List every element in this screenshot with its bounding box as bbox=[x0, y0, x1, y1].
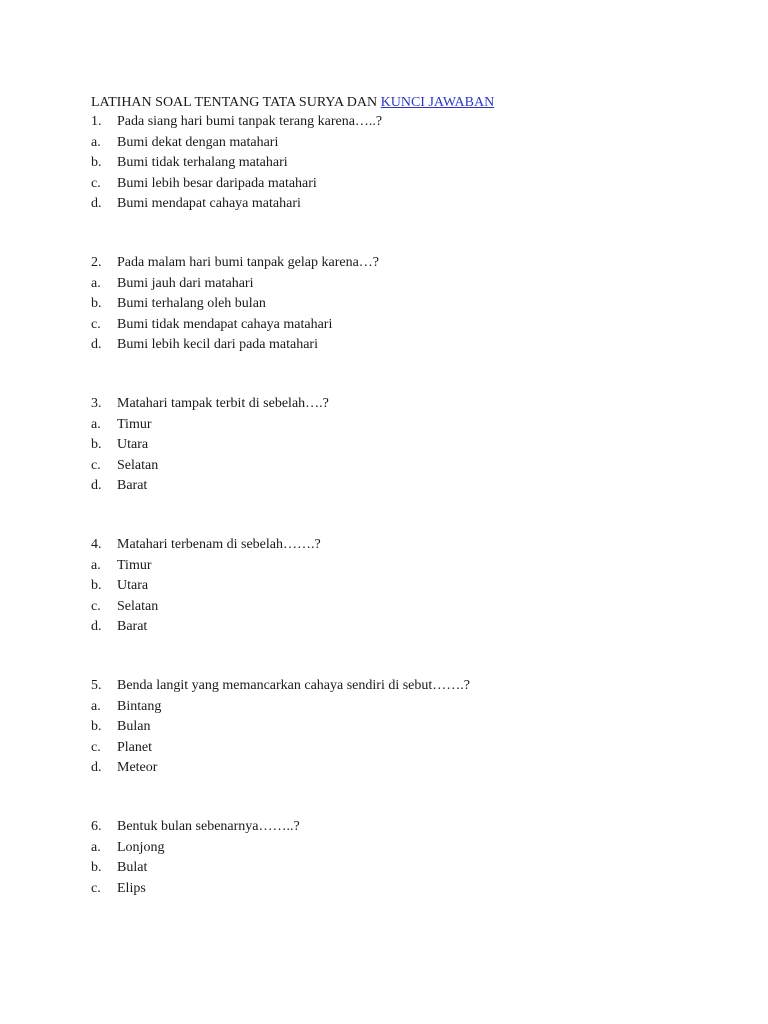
answer-key-link[interactable]: KUNCI JAWABAN bbox=[380, 95, 495, 110]
question-line bbox=[91, 112, 731, 133]
question-6 bbox=[91, 817, 731, 899]
question-3 bbox=[91, 394, 731, 497]
option-letter: d. bbox=[91, 760, 102, 776]
option-d bbox=[91, 476, 731, 497]
question-text: Matahari terbenam di sebelah…….? bbox=[117, 537, 321, 552]
option-c bbox=[91, 456, 731, 477]
option-letter: c. bbox=[91, 598, 101, 614]
option-d bbox=[91, 335, 731, 356]
question-number: 2. bbox=[91, 255, 102, 270]
question-text: Bentuk bulan sebenarnya……..? bbox=[117, 819, 300, 834]
option-letter: b. bbox=[91, 437, 102, 453]
option-b bbox=[91, 858, 731, 879]
option-text: Bulat bbox=[117, 860, 148, 876]
question-text: Matahari tampak terbit di sebelah….? bbox=[117, 396, 329, 411]
option-c bbox=[91, 174, 731, 195]
option-letter: d. bbox=[91, 619, 102, 635]
option-text: Timur bbox=[117, 557, 152, 573]
option-letter: c. bbox=[91, 880, 101, 896]
option-text: Bumi terhalang oleh bulan bbox=[117, 296, 266, 312]
option-a bbox=[91, 838, 731, 859]
option-a bbox=[91, 556, 731, 577]
question-text: Pada malam hari bumi tanpak gelap karena…? bbox=[117, 255, 380, 270]
option-letter: c. bbox=[91, 316, 101, 332]
option-text: Elips bbox=[117, 880, 146, 896]
question-line bbox=[91, 394, 731, 415]
option-a bbox=[91, 415, 731, 436]
question-number: 6. bbox=[91, 819, 102, 834]
option-text: Lonjong bbox=[117, 839, 165, 855]
option-letter: a. bbox=[91, 839, 101, 855]
question-text: Pada siang hari bumi tanpak terang karena…..? bbox=[117, 114, 383, 129]
option-letter: c. bbox=[91, 457, 101, 473]
option-text: Barat bbox=[117, 478, 148, 494]
option-text: Barat bbox=[117, 619, 148, 635]
option-c bbox=[91, 597, 731, 618]
option-b bbox=[91, 435, 731, 456]
option-letter: b. bbox=[91, 860, 102, 876]
option-text: Bumi jauh dari matahari bbox=[117, 275, 254, 291]
option-a bbox=[91, 274, 731, 295]
option-c bbox=[91, 738, 731, 759]
option-text: Planet bbox=[117, 739, 152, 755]
option-letter: c. bbox=[91, 739, 101, 755]
question-number: 3. bbox=[91, 396, 102, 411]
option-a bbox=[91, 697, 731, 718]
option-b bbox=[91, 717, 731, 738]
option-letter: d. bbox=[91, 337, 102, 353]
question-text: Benda langit yang memancarkan cahaya sendiri di sebut…….? bbox=[117, 678, 470, 693]
option-letter: a. bbox=[91, 134, 101, 150]
option-text: Bumi lebih kecil dari pada matahari bbox=[117, 337, 318, 353]
option-text: Selatan bbox=[117, 457, 159, 473]
question-line bbox=[91, 253, 731, 274]
question-2 bbox=[91, 253, 731, 356]
question-number: 5. bbox=[91, 678, 102, 693]
option-letter: b. bbox=[91, 296, 102, 312]
option-letter: a. bbox=[91, 275, 101, 291]
option-letter: d. bbox=[91, 478, 102, 494]
question-number: 1. bbox=[91, 114, 102, 129]
option-letter: b. bbox=[91, 155, 102, 171]
option-b bbox=[91, 153, 731, 174]
option-c bbox=[91, 879, 731, 900]
option-letter: c. bbox=[91, 175, 101, 191]
option-text: Bumi tidak terhalang matahari bbox=[117, 155, 288, 171]
option-text: Bumi lebih besar daripada matahari bbox=[117, 175, 317, 191]
question-1 bbox=[91, 112, 731, 215]
option-text: Bintang bbox=[117, 698, 162, 714]
option-text: Timur bbox=[117, 416, 152, 432]
option-letter: a. bbox=[91, 698, 101, 714]
question-number: 4. bbox=[91, 537, 102, 552]
title-text: LATIHAN SOAL TENTANG TATA SURYA DAN bbox=[91, 95, 381, 110]
option-text: Meteor bbox=[117, 760, 158, 776]
option-text: Bumi tidak mendapat cahaya matahari bbox=[117, 316, 333, 332]
option-text: Selatan bbox=[117, 598, 159, 614]
option-text: Utara bbox=[117, 578, 149, 594]
option-text: Utara bbox=[117, 437, 149, 453]
option-text: Bumi mendapat cahaya matahari bbox=[117, 196, 301, 212]
option-letter: b. bbox=[91, 578, 102, 594]
option-d bbox=[91, 617, 731, 638]
question-line bbox=[91, 676, 731, 697]
option-text: Bumi dekat dengan matahari bbox=[117, 134, 279, 150]
option-d bbox=[91, 758, 731, 779]
question-5 bbox=[91, 676, 731, 779]
option-letter: d. bbox=[91, 196, 102, 212]
option-d bbox=[91, 194, 731, 215]
page-title bbox=[91, 94, 494, 112]
question-line bbox=[91, 817, 731, 838]
question-line bbox=[91, 535, 731, 556]
option-b bbox=[91, 294, 731, 315]
option-letter: a. bbox=[91, 416, 101, 432]
option-text: Bulan bbox=[117, 719, 151, 735]
option-letter: b. bbox=[91, 719, 102, 735]
option-c bbox=[91, 315, 731, 336]
option-b bbox=[91, 576, 731, 597]
option-a bbox=[91, 133, 731, 154]
question-4 bbox=[91, 535, 731, 638]
option-letter: a. bbox=[91, 557, 101, 573]
